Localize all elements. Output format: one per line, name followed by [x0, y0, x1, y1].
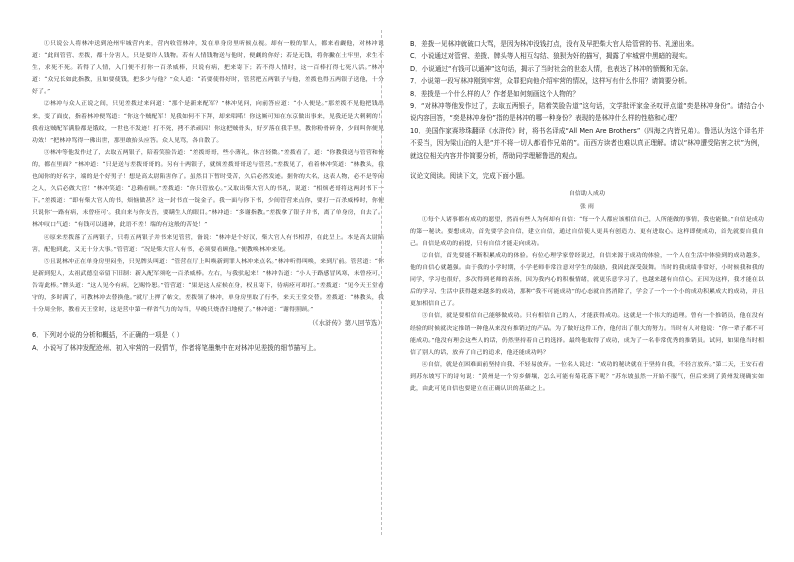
spacer: [410, 162, 764, 170]
question-6: 6．下列对小说的分析和概括，不正确的一项是（ ）: [32, 331, 184, 340]
passage-paragraph: ③林冲等他发作过了，去取五两银子，陪着笑脸告道：“差拨哥哥，些小薄礼，休言轻微。”差拨看了，道：“你教我送与管营和俺的，都在里面？”林冲道：“只是送与差拨哥哥的。另有十两银子，就烦差拨哥哥送与管营。”差拨见了，看着林冲笑道：“林教头，我也闻你的好名字，端的是个好男子！想是高太尉陷害你了。虽然目下暂时受苦，久后必然发迹。据你的大名，这表人物，必不是等闲之人，久后必做大官！”林冲笑道：“总赖看顾。”差拨道：“你只管放心。”又取出柴大官人的书礼，说道：“相烦老哥将这两封书下一下。”差拨道：“即有柴大官人的书，烦恼做甚？这一封书直一锭金子。我一面与你下书，少间管营来点你，要打一百杀威棒时，你便只说你‘一路有病，未曾痊可’。我自来与你支吾，要瞒生人的眼目。”林冲道：“多谢指教。”差拨拿了银子并书，离了单身房，自去了。林冲叹口气道：“有钱可以通神，此语不差！端的有这般的苦处！”: [32, 149, 384, 229]
essay-paragraph: ③自信，就是要相信自己能够做成功。只有相信自己的人，才能获得成功。这就是一个伟大的道理。曾有一个推销员，他在没有经验的时候就决定推销一种他从来没有推销过的产品。为了做好这件工作，他付出了很大的努力。当时有人对他说：“你一辈子都不可能成功。”他没有理会这些人的话，仍然坚持着自己的选择。最终他取得了成功，成为了一名非常优秀的推销员。试问，如果他当时相信了别人的话，放弃了自己的追求，他还能成功吗？: [410, 313, 764, 356]
essay-paragraph: ①每个人诸事都有成功的愿望，然而有些人为何却有自信：“每一个人都应该相信自己，人所能做的事情，我也能做。”自信是成功的第一秘诀。要想成功，首先要学会自信，建立自信，通过自信使人更具有创造力、更有进取心。这样即便成功，首先就要自我自己。自信是成功的前提，只有自信才能走向成功。: [410, 216, 764, 247]
question-10: 10．美国作家赛珍珠翻译《水浒传》时，将书名译成“All Men Are Brothers”（四海之内皆兄弟）。鲁迅认为这个译名并不妥当，因为梁山泊的人是“并不将一切人都看作兄弟的”。而西方读者也难以真正理解。请以“林冲遭受陷害之状”为例，就这位相关内容并作简要分析，帮助同学理解鲁迅的观点。: [410, 126, 764, 160]
question-6-option-d: D．小说通过“有钱可以通神”这句话，揭示了当时社会的世态人情，也表达了林冲的愤慨和无奈。: [410, 64, 693, 73]
essay-author: 张 雨: [579, 203, 595, 210]
passage-source: （《水浒传》第八回节选）: [308, 319, 384, 328]
question-8: 8．差拨是一个什么样的人？作者是如何刻画这个人物的？: [410, 89, 580, 98]
column-divider: [381, 30, 382, 535]
left-column: [32, 38, 384, 354]
passage-paragraph: ②林冲与众人正说之间，只见差拨过来问道：“那个是新来配军？”林冲见问，向前答应道：“小人便是。”那差拨不见他把钱出来，变了面皮，指着林冲便骂道：“你这个贼配军！见我如何不下拜，却来唱喏！你这厮可知在东京做出事来，见我还是大剌剌的！我看这贼配军满脸都是饿纹，一世也不发迹！打不死，拷不杀顽囚！你这把贼骨头，好歹落在我手里，教你粉骨碎身，少间叫你便见功效！”把林冲骂得一佛出世，那里敢抬头应答。众人见骂，各自散了。: [32, 101, 384, 144]
section-instruction: 议论文阅读。阅读下文，完成下面小题。: [410, 172, 529, 181]
passage-paragraph: ①只说公人将林冲送到沧州牢城营内来，营内收管林冲，发在单身房里听候点视。却有一般的罪人，都来看觑他，对林冲说道：“此间管营、差拨，都十分害人，只是要诈人钱物。若有人情钱物送与他时，便觑的你好；若是无钱，将你撇在土牢里，求生不生，求死不死。若得了人情，入门便不打你一百杀威棒，只说有病，把来寄下；若不得人情时，这一百棒打得七死八活。”林冲道：“众兄长如此指教，且如要使钱，把多少与他？”众人道：“若要使得好时，管营把五两银子与他，差拨也得五两银子送他，十分好了。”: [32, 41, 384, 96]
passage-paragraph: ⑤且说林冲正在单身房里闷坐，只见牌头叫道：“管营在厅上叫唤新到罪人林冲来点名。”林冲听得叫唤，来到厅前。管营道：“你是新到犯人，太祖武德皇帝留下旧制：新入配军须吃一百杀威棒。左右，与我驮起来！”林冲告道：“小人于路感冒风寒，未曾痊可，告寄此棒。”牌头道：“这人见今有病，乞赐怜恕。”管营道：“果是这人症候在身，权且寄下，待病痊可却打。”差拨道：“见今天王堂看守的，多时满了，可教林冲去替换他。”就厅上押了帖文，差拨领了林冲，单身房里取了行李，来天王堂交替。差拨道：“林教头，我十分周全你，教看天王堂时，这是营中第一样省气力的勾当，早晚只烧香扫地便了。”林冲道：“谢得照顾。”: [32, 258, 384, 314]
right-column: [410, 38, 764, 395]
question-6-option-b: B．差拨一见林冲就破口大骂，是因为林冲没钱打点，没有及早把柴大官人给管营的书、礼递出来。: [410, 40, 699, 48]
passage-paragraph: ④原来差拨落了五两银子，只将五两银子并书来见管营，备说：“林冲是个好汉，柴大官人有书相荐，在此呈上。本是高太尉陷害，配他到此，又无十分大事。”管营道：“况是柴大官人有书，必须要看顾他。”便教唤林冲来见。: [32, 234, 384, 253]
question-6-option-c: C．小说通过对管营、差拨、牌头等人相互勾结、狼狈为奸的描写，揭露了牢城营中黑暗的现实。: [410, 52, 692, 61]
essay-paragraph: ④自信，就是在困难面前坚持自我、不轻易放弃。一位名人说过：“成功的秘诀就在于坚持自我，不轻言放弃。”第二天，王安石看到苏东坡写下的诗句说：“黄州是一个穷乡僻壤，怎么可能有菊花落下呢？”苏东坡虽然一开始不服气，但后来到了黄州发现确实如此，由此可见自信也要建立在正确认识的基础之上。: [410, 361, 764, 392]
question-6-option-a: A．小说写了林冲发配沧州、初入牢营的一段情节，作者将笔墨集中在对林冲见差拨的细节描写上。: [32, 343, 321, 352]
question-9: 9．“对林冲等他发作过了，去取五两银子，陪着笑脸告道”这句话，文学批评家金圣叹评点道“奕是林冲身份”。请结合小说内容回答，“奕是林冲身份”指的是林冲的哪一种身份？表现的是林冲什么样的性格和心理？: [410, 102, 764, 123]
essay-paragraph: ②自信，首先要能不断积累成功的体验。有位心理学家曾经说过，自信来源于成功的体验，一个人在生活中体验到的成功越多，他的自信心就越强。由于我的小学时期，小学老师非常注意对学生的鼓励，我因此深受鼓舞。当时的我成绩非常好，小时候我和我的同学，学习也很好，多次得到老师的表扬，因为我内心的积极情绪，就更乐意学习了，也越来越有自信心。正因为这样，我才能在以后的学习、生活中获得越来越多的成功，那种“我不可能成功”的心态就自然消除了，学会了一个一个小的成功积累成大的成功，并且更加相信自己了。: [410, 252, 764, 308]
question-7: 7．小说第一段写林冲刚到牢营，众罪犯向他介绍牢营的情况，这样写有什么作用？请简要分析。: [410, 77, 692, 86]
essay-title: 自信助人成功: [568, 191, 606, 198]
